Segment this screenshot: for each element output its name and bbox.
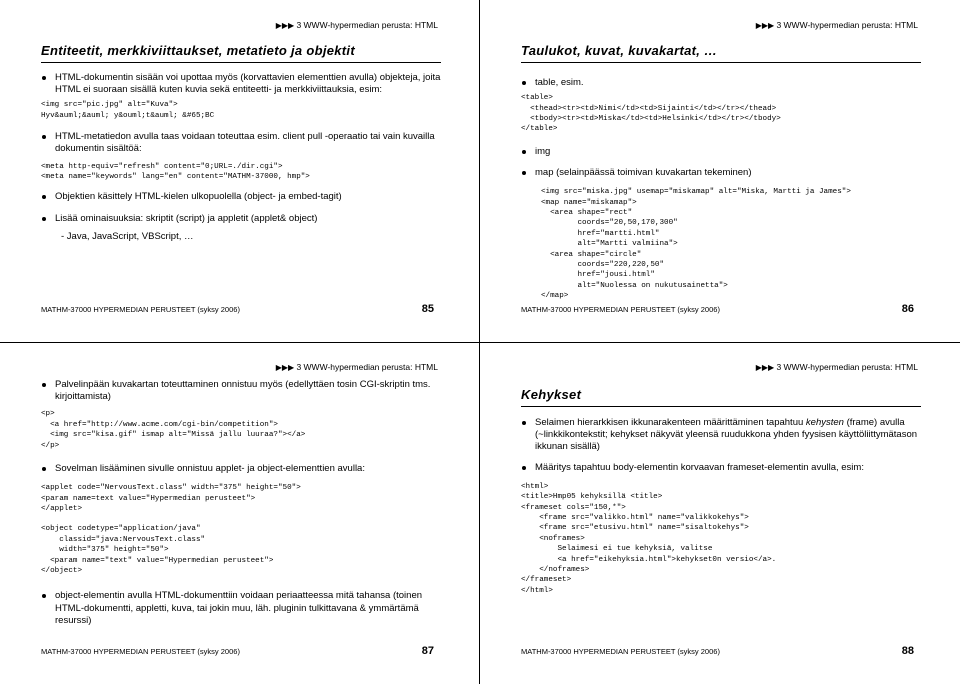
title-underline — [521, 406, 921, 407]
bullet-item: Sovelman lisääminen sivulle onnistuu applet- ja object-elementtien avulla: — [41, 463, 442, 475]
triple-arrow-icon: ▶▶▶ — [275, 21, 297, 30]
slide-title: Entiteetit, merkkiviittaukset, metatieto ja objektit — [41, 43, 355, 58]
bullet-item: Palvelinpään kuvakartan toteuttaminen onnistuu myös (edellyttäen tosin CGI-skriptin tms. kirjoittamista) — [41, 379, 442, 403]
bullet-text: (frame) avulla (~linkkikontekstit; kehykset näkyvät yleensä ruudukkona yhden fyysisen käyttöliittymätason ikkunan sisällä) — [535, 417, 918, 453]
code-block: <object codetype="application/java" classid="java:NervousText.class" width="375" height="50"> <param name="text" value="Hypermedian perusteet"> </object> — [41, 525, 274, 576]
page-number: 86 — [901, 303, 914, 315]
header-text: 3 WWW-hypermedian perusta: HTML — [776, 20, 918, 30]
bullet-item: HTML-dokumentin sisään voi upottaa myös (korvattavien elementtien avulla) objekteja, joita HTML ei suoraan sisällä kuten kuvia sekä entiteetti- ja merkkiviittauksia, esim: — [41, 72, 442, 96]
triple-arrow-icon: ▶▶▶ — [755, 363, 777, 372]
triple-arrow-icon: ▶▶▶ — [755, 21, 777, 30]
header-text: 3 WWW-hypermedian perusta: HTML — [296, 20, 438, 30]
slide-footer: MATHM-37000 HYPERMEDIAN PERUSTEET (syksy 2006) — [521, 647, 720, 656]
bullet-item: Määritys tapahtuu body-elementin korvaavan frameset-elementin avulla, esim: — [521, 462, 922, 474]
slide-88 — [480, 342, 960, 684]
bullet-item: Objektien käsittely HTML-kielen ulkopuolella (object- ja embed-tagit) — [41, 191, 442, 203]
page-number: 88 — [901, 645, 914, 657]
slide-content — [41, 72, 442, 243]
slide-footer: MATHM-37000 HYPERMEDIAN PERUSTEET (syksy 2006) — [41, 305, 240, 314]
slide-header — [276, 20, 438, 30]
bullet-item: Lisää ominaisuuksia: skriptit (script) ja appletit (applet& object) — [41, 213, 442, 225]
slide-footer: MATHM-37000 HYPERMEDIAN PERUSTEET (syksy 2006) — [41, 647, 240, 656]
code-block: <meta http-equiv="refresh" content="0;URL=./dir.cgi"> <meta name="keywords" lang="en" content="MATHM-37000, hmp"> — [41, 162, 310, 182]
emphasis-text: kehysten — [805, 417, 844, 428]
slide-content — [41, 379, 442, 627]
bullet-item: map (selainpäässä toimivan kuvakartan tekeminen) — [521, 167, 922, 179]
slide-content — [521, 417, 922, 596]
slide-header — [756, 20, 918, 30]
code-block: <applet code="NervousText.class" width="375" height="50"> <param name=text value="Hypermedian perusteet"> </applet> — [41, 484, 301, 514]
sub-item: - Java, JavaScript, VBScript, … — [61, 230, 194, 242]
bullet-item: table, esim. — [521, 77, 922, 89]
slide-85 — [0, 0, 480, 342]
bullet-text: Selaimen hierarkkisen ikkunarakenteen määrittäminen tapahtuu — [535, 417, 806, 428]
slide-87 — [0, 342, 480, 684]
title-underline — [41, 62, 441, 63]
header-text: 3 WWW-hypermedian perusta: HTML — [296, 362, 438, 372]
page-number: 87 — [421, 645, 434, 657]
code-block: <img src="pic.jpg" alt="Kuva"> Hyv&auml;&auml; y&ouml;t&auml; &#65;BC — [41, 101, 215, 120]
code-block: <p> <a href="http://www.acme.com/cgi-bin/competition"> <img src="kisa.gif" ismap alt="Missä jallu luuraa?"></a> </p> — [41, 410, 306, 450]
slide-title: Kehykset — [521, 387, 582, 402]
slide-title: Taulukot, kuvat, kuvakartat, … — [521, 43, 718, 58]
code-block: <table> <thead><tr><td>Nimi</td><td>Sijainti</td></tr></thead> <tbody><tr><td>Miska</td><td>Helsinki</td></tr></tbody> </table> — [521, 94, 781, 134]
header-text: 3 WWW-hypermedian perusta: HTML — [776, 362, 918, 372]
slide-86 — [480, 0, 960, 342]
slide-footer: MATHM-37000 HYPERMEDIAN PERUSTEET (syksy 2006) — [521, 305, 720, 314]
code-block: <img src="miska.jpg" usemap="miskamap" alt="Miska, Martti ja James"> <map name="miskamap"> <area shape="rect" coords="20,50,170,300" href="martti.html" alt="Martti valmiina"> <area shape="circle" coords="220,220,50" href="jousi.html" alt="Nuolessa on nukutusainetta"> </map> — [541, 188, 851, 301]
triple-arrow-icon: ▶▶▶ — [275, 363, 297, 372]
slide-header — [756, 362, 918, 372]
slide-content — [521, 77, 922, 302]
bullet-item: HTML-metatiedon avulla taas voidaan toteuttaa esim. client pull -operaatio tai vain kuvailla dokumentin sisältöä: — [41, 131, 442, 155]
page-number: 85 — [421, 303, 434, 315]
bullet-item — [521, 417, 922, 454]
bullet-item: object-elementin avulla HTML-dokumenttiin voidaan periaatteessa mitä tahansa (toinen HTML-dokumentti, appletti, kuva, tai jokin muu, läh. pluginin tulkittavana & ymmärtämä resurssi) — [41, 590, 442, 627]
code-block: <html> <title>Hmp05 kehyksillä <title> <frameset cols="150,*"> <frame src="valikko.html" name="valikkokehys"> <frame src="etusivu.html" name="sisaltokehys"> <noframes> Selaimesi ei tue kehyksiä, valitse <a href="eikehyksia.html">kehykset0n versio</a>. </noframes> </frameset> </html> — [521, 482, 777, 595]
title-underline — [521, 62, 921, 63]
bullet-item: img — [521, 146, 922, 158]
slide-header — [276, 362, 438, 372]
